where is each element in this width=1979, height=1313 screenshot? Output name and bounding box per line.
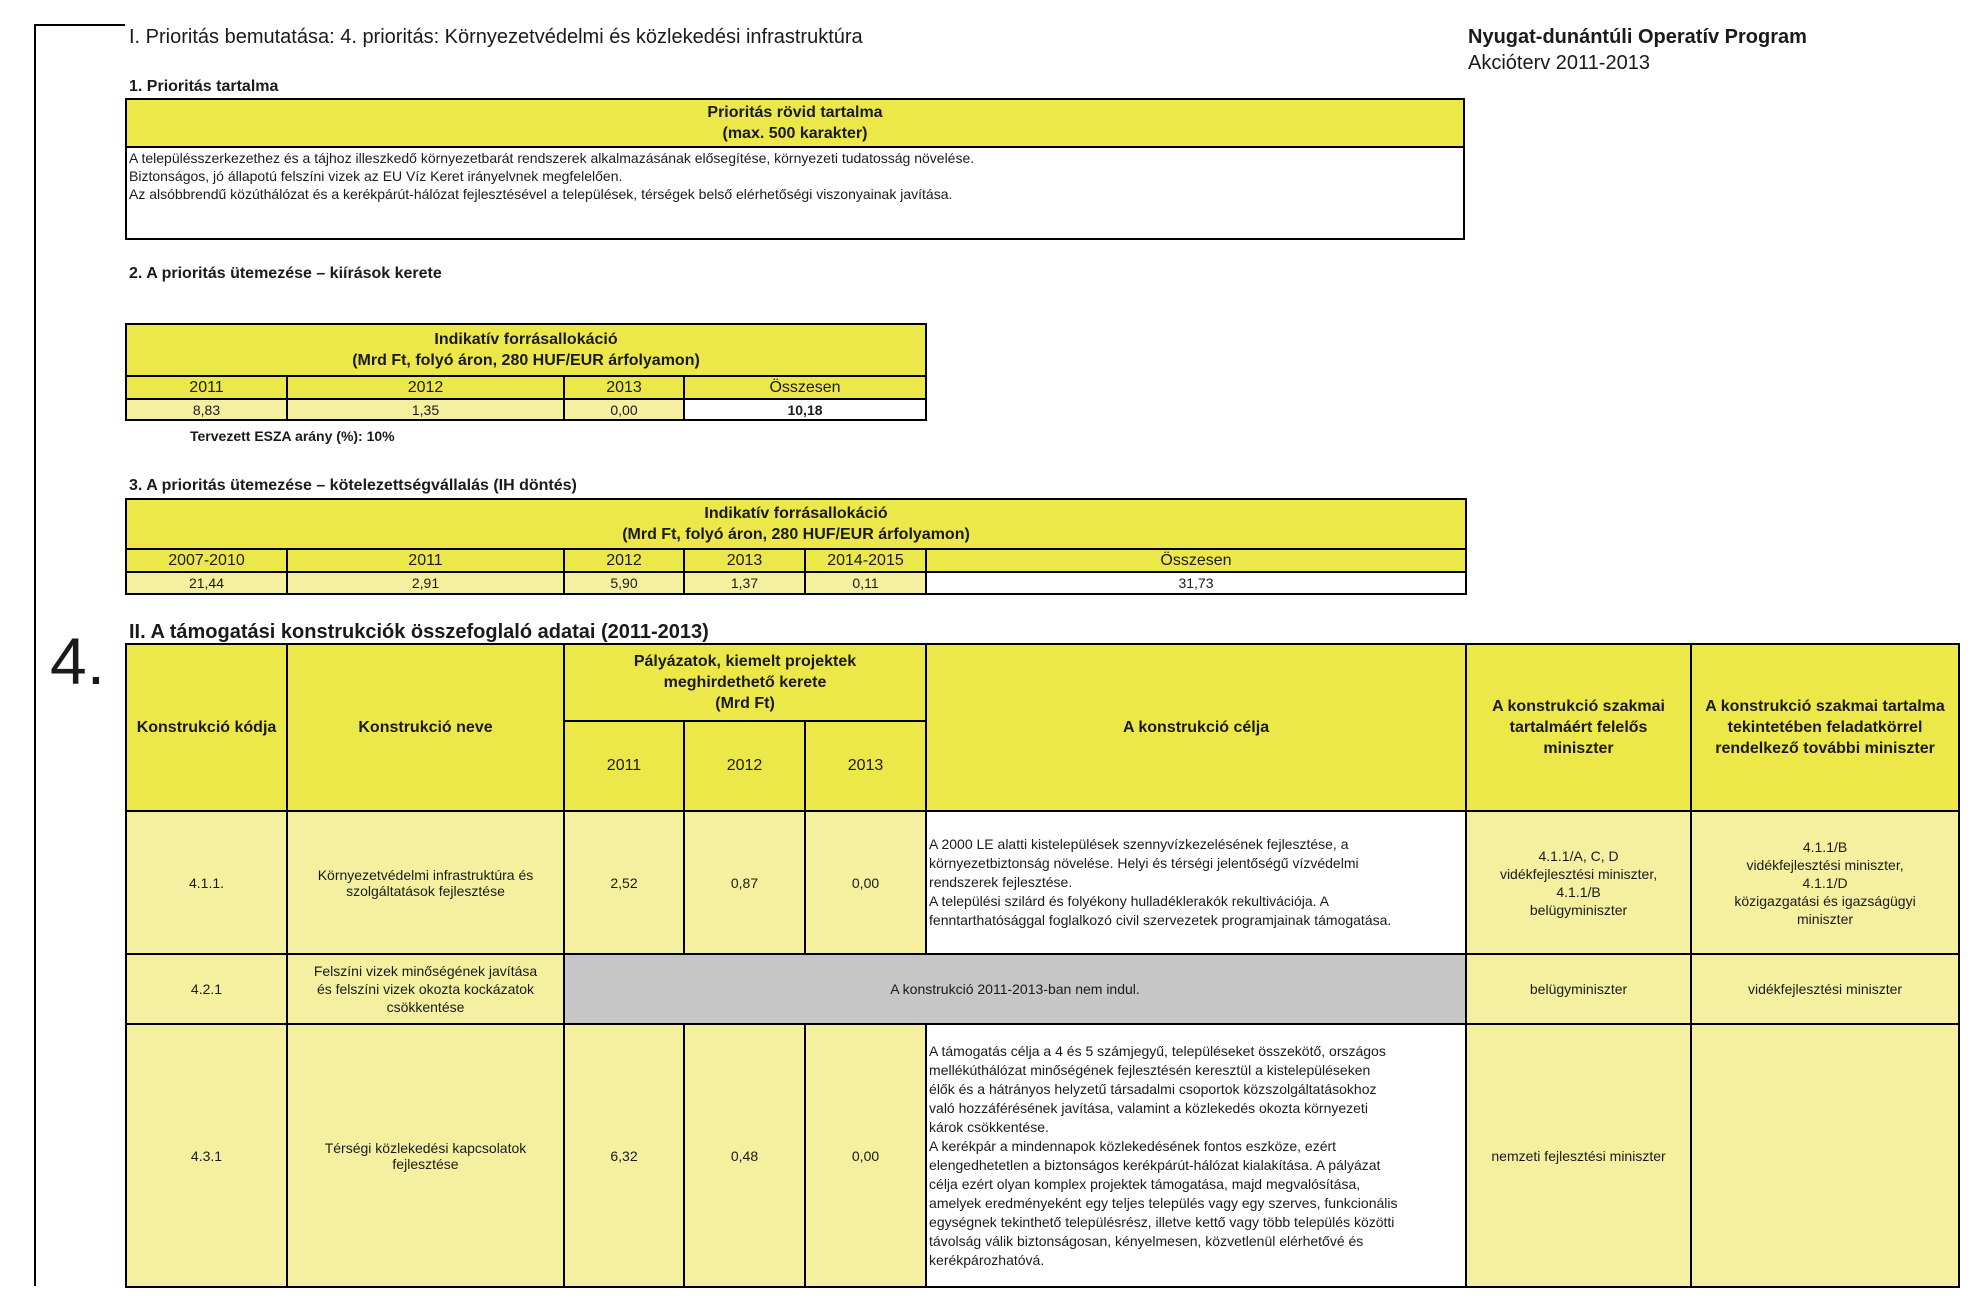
other-minister: vidékfejlesztési miniszter (1691, 954, 1959, 1024)
budget-2012: 0,48 (684, 1024, 805, 1287)
construction-goal (926, 811, 1466, 954)
minister-line: vidékfejlesztési miniszter, (1499, 865, 1658, 882)
budget-2013: 0,00 (805, 1024, 926, 1287)
header-line: A konstrukció szakmai (1492, 698, 1665, 715)
goal-line: célja ezért olyan komplex projektek támogatása, majd megvalósítása, (929, 1175, 1361, 1192)
col-name-header: Konstrukció neve (287, 644, 564, 811)
name-line: fejlesztése (392, 1155, 459, 1172)
priority-content-header (126, 99, 1464, 147)
section2-title: 2. A prioritás ütemezése – kiírások kerete (129, 265, 442, 282)
content-line: Az alsóbbrendű közúthálózat és a kerékpárút-hálózat fejlesztésével a települések, térségek belső elérhetőségi viszonyainak javítása. (129, 186, 953, 202)
goal-line: A 2000 LE alatti kistelepülések szennyvízkezelésének fejlesztése, a (929, 836, 1349, 852)
goal-line: való hozzáférésének javítása, valamint a közlekedés okozta környezeti (929, 1099, 1368, 1116)
header-line: rendelkező további miniszter (1715, 740, 1935, 757)
name-line: Környezetvédelmi infrastruktúra és (317, 866, 534, 883)
responsible-minister (1466, 811, 1691, 954)
allocation-table (125, 323, 927, 421)
goal-line: környezetbiztonság növelése. Helyi és térségi jelentőségű vízvédelmi (929, 855, 1359, 871)
col-code-header: Konstrukció kódja (126, 644, 287, 811)
header-line: (Mrd Ft) (715, 695, 775, 712)
goal-line: fenntarthatósággal foglalkozó civil szervezetek programjainak támogatása. (929, 912, 1392, 928)
other-minister (1691, 1024, 1959, 1287)
commitment-value: 5,90 (564, 572, 684, 594)
minister-line: 4.1.1/A, C, D (1538, 847, 1619, 864)
goal-line: távolság válik biztonságosan, kényelmesen, közvetlenül elérhetővé és (929, 1232, 1364, 1249)
budget-2012: 0,87 (684, 811, 805, 954)
content-line: Biztonságos, jó állapotú felszíni vizek az EU Víz Keret irányelvnek megfelelően. (129, 168, 623, 184)
commitment-total: 31,73 (926, 572, 1466, 594)
program-header (1468, 24, 1807, 76)
year-header: 2014-2015 (805, 549, 926, 572)
table-row (126, 811, 1959, 954)
header-line: Indikatív forrásallokáció (434, 331, 618, 348)
name-line: csökkentése (386, 999, 465, 1015)
table-row (126, 954, 1959, 1024)
responsible-minister: nemzeti fejlesztési miniszter (1466, 1024, 1691, 1287)
year-header: 2011 (287, 549, 564, 572)
header-line: meghirdethető kerete (663, 674, 827, 691)
construction-goal (926, 1024, 1466, 1287)
total-header: Összesen (684, 376, 926, 399)
commitment-table (125, 498, 1467, 595)
year-header: 2011 (564, 721, 684, 811)
year-header: 2012 (287, 376, 564, 399)
table-row (126, 1024, 1959, 1287)
year-header: 2013 (684, 549, 805, 572)
minister-line: 4.1.1/B (1556, 883, 1601, 900)
esza-ratio: Tervezett ESZA arány (%): 10% (190, 428, 395, 444)
section1-title: 1. Prioritás tartalma (129, 78, 279, 95)
commitment-value: 1,37 (684, 572, 805, 594)
budget-2013: 0,00 (805, 811, 926, 954)
allocation-value: 8,83 (126, 399, 287, 420)
page-title: I. Prioritás bemutatása: 4. prioritás: Környezetvédelmi és közlekedési infrastruktúra (129, 26, 863, 48)
year-header: 2012 (684, 721, 805, 811)
commitment-value: 2,91 (287, 572, 564, 594)
priority-content-table (125, 98, 1465, 240)
year-header: 2013 (805, 721, 926, 811)
header-line: (Mrd Ft, folyó áron, 280 HUF/EUR árfolyamon) (352, 352, 700, 369)
priority-number: 4. (50, 624, 106, 698)
year-header: 2013 (564, 376, 684, 399)
total-header: Összesen (926, 549, 1466, 572)
header-line: Indikatív forrásallokáció (704, 505, 888, 522)
year-header: 2011 (126, 376, 287, 399)
goal-line: rendszerek fejlesztése. (929, 874, 1073, 890)
col-goal-header: A konstrukció célja (926, 644, 1466, 811)
minister-line: 4.1.1/B (1802, 838, 1848, 855)
year-header: 2007-2010 (126, 549, 287, 572)
goal-line: A települési szilárd és folyékony hulladéklerakók rekultivációja. A (929, 893, 1330, 909)
col-other-minister-header (1691, 644, 1959, 811)
commitment-value: 0,11 (805, 572, 926, 594)
header-line: (Mrd Ft, folyó áron, 280 HUF/EUR árfolyamon) (622, 526, 970, 543)
allocation-value: 1,35 (287, 399, 564, 420)
col-minister-header (1466, 644, 1691, 811)
priority-content-body (126, 147, 1464, 239)
responsible-minister: belügyminiszter (1466, 954, 1691, 1024)
goal-line: A kerékpár a mindennapok közlekedésének fontos eszköze, ezért (929, 1137, 1337, 1154)
construction-name (287, 1024, 564, 1287)
construction-name (287, 954, 564, 1024)
budget-2011: 2,52 (564, 811, 684, 954)
minister-line: vidékfejlesztési miniszter, (1746, 856, 1904, 873)
allocation-header (126, 324, 926, 376)
content-line: A településszerkezethez és a tájhoz illeszkedő környezetbarát rendszerek alkalmazásának elősegítése, környezeti tudatosság növelése. (129, 150, 975, 166)
goal-line: károk csökkentése. (929, 1118, 1049, 1135)
header-line: miniszter (1543, 740, 1614, 757)
header-line: tekintetében feladatkörrel (1727, 719, 1923, 736)
other-minister (1691, 811, 1959, 954)
construction-code: 4.2.1 (126, 954, 287, 1024)
constructions-table (125, 643, 1960, 1288)
header-line: (max. 500 karakter) (722, 125, 868, 142)
budget-2011: 6,32 (564, 1024, 684, 1287)
construction-code: 4.1.1. (126, 811, 287, 954)
construction-code: 4.3.1 (126, 1024, 287, 1287)
allocation-total: 10,18 (684, 399, 926, 420)
commitment-value: 21,44 (126, 572, 287, 594)
minister-line: 4.1.1/D (1802, 874, 1848, 891)
year-header: 2012 (564, 549, 684, 572)
goal-line: amelyek eredményeként egy teljes település vagy egy szerves, funkcionális (929, 1194, 1398, 1211)
name-line: Térségi közlekedési kapcsolatok (324, 1139, 527, 1156)
minister-line: miniszter (1797, 910, 1854, 927)
program-plan: Akcióterv 2011-2013 (1468, 52, 1650, 74)
goal-line: A támogatás célja a 4 és 5 számjegyű, településeket összekötő, országos (929, 1042, 1386, 1059)
col-budget-header (564, 644, 926, 721)
name-line: Felszíni vizek minőségének javítása (313, 963, 538, 979)
allocation-value: 0,00 (564, 399, 684, 420)
goal-line: élők és a hátrányos helyzetű társadalmi csoportok közszolgáltatásokhoz (929, 1080, 1377, 1097)
not-launched-note: A konstrukció 2011-2013-ban nem indul. (564, 954, 1466, 1024)
goal-line: kerékpározhatóvá. (929, 1251, 1045, 1268)
name-line: szolgáltatások fejlesztése (346, 882, 505, 899)
header-line: Prioritás rövid tartalma (707, 104, 883, 121)
section4-title: II. A támogatási konstrukciók összefoglaló adatai (2011-2013) (129, 621, 709, 643)
header-line: A konstrukció szakmai tartalma (1705, 698, 1945, 715)
goal-line: mellékúthálózat minőségének fejlesztésén keresztül a kistelepüléseken (929, 1061, 1371, 1078)
minister-line: közigazgatási és igazságügyi (1734, 892, 1916, 909)
section3-title: 3. A prioritás ütemezése – kötelezettségvállalás (IH döntés) (129, 477, 577, 494)
header-line: Pályázatok, kiemelt projektek (633, 653, 857, 670)
program-name: Nyugat-dunántúli Operatív Program (1468, 26, 1807, 48)
name-line: és felszíni vizek okozta kockázatok (316, 981, 535, 997)
minister-line: belügyminiszter (1529, 901, 1628, 918)
construction-name (287, 811, 564, 954)
goal-line: egységnek tekinthető településrész, illetve kettő vagy több település közötti (929, 1213, 1395, 1230)
header-line: tartalmáért felelős (1509, 719, 1648, 736)
commitment-header (126, 499, 1466, 549)
goal-line: elengedhetetlen a biztonságos kerékpárút-hálózat kialakítása. A pályázat (929, 1156, 1381, 1173)
